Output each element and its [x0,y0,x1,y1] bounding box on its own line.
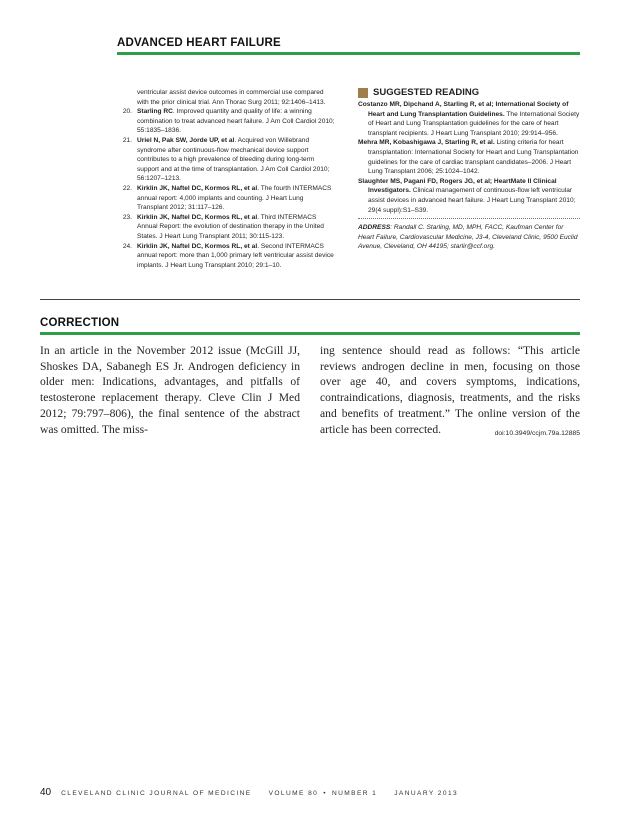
suggested-reading-item [358,138,580,176]
correction-title: CORRECTION [40,317,120,329]
reference-item [117,88,335,107]
volume: VOLUME 80 [268,790,319,797]
correction-doi: doi:10.3949/ccjm.79a.12885 [494,429,580,437]
reading-text: The International Society of Heart and Lung Transplantation guidelines for the care of heart transplant recipients. J Heart Lung Transplant 2010; 29:914–956. [368,110,580,137]
reference-authors: Kirklin JK, Naftel DC, Kormos RL, et al [137,184,258,192]
reference-text: . Third INTERMACS Annual Report: the evolution of destination therapy in the United States. J Heart Lung Transplant 2011; 30:115-123. [137,213,324,240]
author-address [358,223,580,252]
header-rule [117,52,580,55]
suggested-reading-title: SUGGESTED READING [373,87,480,99]
reference-text: . Acquired von Willebrand syndrome after continuous-flow mechanical device support contributes to a high prevalence of bleeding during long-term support and at the time of transplantation. J Am Coll Cardiol 2010; 56:1207–1213. [137,136,330,183]
correction-text-right: ing sentence should read as follows: “This article reviews androgen decline in men, focusing on those over age 40, and covers symptoms, indications, contraindications, diagnosis, treatments, and the risks and benefits of treatment.” The online version of the article has been corrected. [320,344,580,436]
reference-text: . Improved quantity and quality of life: a winning combination to treat advanced heart failure. J Am Coll Cardiol 2010; 55:1835–1836. [137,108,335,135]
reference-number: 20. [122,108,132,116]
reference-item [117,136,335,184]
square-bullet-icon [358,88,368,98]
issue-number: NUMBER 1 [331,790,378,797]
correction-rule [40,332,580,335]
journal-name: CLEVELAND CLINIC JOURNAL OF MEDICINE [61,790,252,797]
reference-number: 22. [122,184,132,192]
footer-separator: • [323,790,327,797]
reference-item [117,213,335,242]
reading-text: Listing criteria for heart transplantation: International Society for Heart and Lung Transplantation guidelines for the care of cardiac transplant candidates–2006. J Heart Lung Transplant 2006; 25:1024–1042. [368,139,579,176]
reading-authors: Slaughter MS, Pagani FD, Rogers JG, et al; HeartMate II Clinical Investigators. [358,177,557,195]
reference-authors: Kirklin JK, Naftel DC, Kormos RL, et al [137,242,258,250]
reference-number: 21. [122,136,132,144]
page-footer [40,787,458,798]
section-header-title: ADVANCED HEART FAILURE [117,37,281,49]
suggested-reading-item [358,100,580,138]
reference-number: 23. [122,213,132,221]
section-divider [40,299,580,300]
reference-authors: Starling RC [137,108,173,116]
reference-number: 24. [122,242,132,250]
address-label: ADDRESS [358,224,391,232]
reference-list [117,88,335,270]
reference-text: . The fourth INTERMACS annual report: 4,000 implants and counting. J Heart Lung Transplant 2012; 31:117–126. [137,184,332,212]
suggested-reading-heading [358,88,580,98]
reference-authors: Kirklin JK, Naftel DC, Kormos RL, et al [137,213,258,221]
correction-column-right [320,343,580,441]
reading-text: Clinical management of continuous-flow left ventricular assist devices in advanced heart failure. J Heart Lung Transplant 2010; 29(4 suppl):S1–S39. [368,187,576,214]
page-number: 40 [40,787,52,798]
reading-authors: Costanzo MR, Dipchand A, Starling R, et al; International Society of Heart and Lung Transplantation Guidelines. [358,101,569,118]
reference-item [117,107,335,136]
suggested-reading-item [358,177,580,215]
issue-date: JANUARY 2013 [394,790,459,797]
reference-item [117,242,335,271]
correction-text-left: In an article in the November 2012 issue (McGill JJ, Shoskes DA, Sabanegh ES Jr. Androgen deficiency in older men: Indications, advantages, and pitfalls of testosterone replacement therapy. Cleve Clin J Med 2012; 79:797–806), the final sentence of the abstract was omitted. The miss- [40,344,300,436]
suggested-reading [358,88,580,252]
reading-authors: Mehra MR, Kobashigawa J, Starling R, et al. [358,139,495,147]
reference-text: ventricular assist device outcomes in commercial use compared with the prior clinical trial. Ann Thorac Surg 2011; 92:1406–1413. [137,89,326,106]
address-text: : Randall C. Starling, MD, MPH, FACC, Kaufman Center for Heart Failure, Cardiovascular Medicine, J3-4, Cleveland Clinic, 9500 Euclid Avenue, Cleveland, OH 44195; starlir@ccf.org. [358,224,578,251]
reference-authors: Uriel N, Pak SW, Jorde UP, et al [137,136,235,144]
dotted-divider [358,218,580,219]
reference-text: . Second INTERMACS annual report: more than 1,000 primary left ventricular assist device implants. J Heart Lung Transplant 2010; 29:1–10. [137,242,334,269]
reference-item [117,184,335,213]
